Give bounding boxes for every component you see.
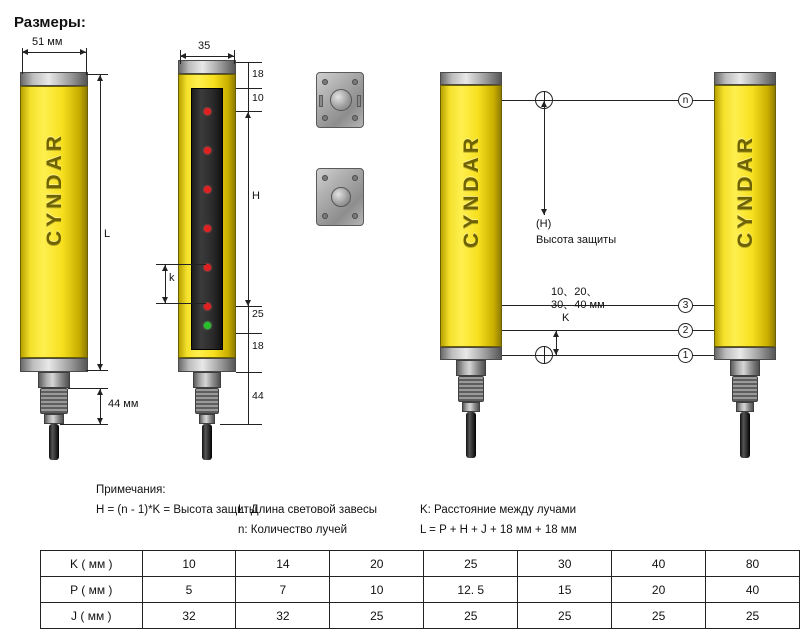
dim-side-width-arrow-l — [180, 53, 186, 59]
beam-marker-1: 1 — [678, 348, 693, 363]
dim-pairH-line — [544, 100, 545, 215]
dim-side-h-label: H — [252, 190, 260, 202]
pair-emitter-cable — [466, 412, 476, 458]
pitch-label-line2: 30、40 мм — [551, 299, 605, 311]
dim-left-width-tick-r — [86, 48, 87, 74]
dim-side-conn-label: 44 — [252, 390, 264, 402]
dim-left-conn-arrow-b — [97, 418, 103, 424]
dim-left-height-arrow-b — [97, 364, 103, 370]
dim-pairH-label: (H) — [536, 218, 552, 230]
pair-receiver-top-cap — [714, 72, 776, 85]
pair-receiver-connector-tip — [736, 402, 754, 412]
pair-receiver-connector-knurl — [732, 376, 758, 402]
row-header: J ( мм ) — [41, 603, 143, 629]
beam-marker-2: 2 — [678, 323, 693, 338]
dim-pairH-caption: Высота защиты — [536, 234, 617, 246]
dim-side-tick-25 — [236, 333, 262, 334]
dim-side-25-label: 25 — [252, 308, 264, 320]
cell: 20 — [612, 577, 706, 603]
notes-line-5: L = P + H + J + 18 мм + 18 мм — [420, 524, 577, 536]
dim-left-conn-label: 44 мм — [108, 398, 139, 410]
endcap2-center-boss — [331, 187, 351, 207]
dim-side-tick-conn — [220, 424, 262, 425]
cell: 40 — [706, 577, 800, 603]
notes-heading: Примечания: — [96, 484, 166, 496]
dim-pairK-label: K — [562, 312, 570, 324]
beam-marker-n: n — [678, 93, 693, 108]
brand-label: CYNDAR — [43, 132, 66, 246]
beam-marker-3: 3 — [678, 298, 693, 313]
dim-left-height-line — [100, 74, 101, 370]
table-row — [41, 577, 800, 603]
dim-left-height-tick-b — [86, 370, 108, 371]
side-cable — [202, 424, 212, 460]
dim-pairH-arrow-b — [541, 209, 547, 215]
front-view-curtain — [20, 72, 88, 372]
beam-led-4 — [204, 225, 211, 232]
beam-led-3 — [204, 186, 211, 193]
beam-led-5 — [204, 264, 211, 271]
cell: 7 — [236, 577, 330, 603]
page-title: Размеры: — [14, 14, 86, 31]
dim-side-18b-line — [248, 333, 249, 372]
notes-line-2: L: Длина световой завесы — [238, 504, 377, 516]
mount-hole2-tl — [322, 175, 328, 181]
notes-line-4: K: Расстояние между лучами — [420, 504, 577, 516]
dim-side-width-arrow-r — [228, 53, 234, 59]
cell: 25 — [518, 603, 612, 629]
dim-k-tick-bottom — [156, 303, 206, 304]
dim-pairK-arrow-b — [553, 349, 559, 355]
cell: 12. 5 — [424, 577, 518, 603]
cell: 25 — [330, 603, 424, 629]
cell: 25 — [424, 603, 518, 629]
dim-left-conn-arrow-t — [97, 389, 103, 395]
dim-side-firstbeam-label: 10 — [252, 92, 264, 104]
pair-emitter-connector-knurl — [458, 376, 484, 402]
beam-led-6 — [204, 303, 211, 310]
dim-left-width-arrow-l — [22, 49, 28, 55]
dim-left-height-label: L — [104, 228, 111, 240]
dim-side-width-label: 35 — [198, 40, 211, 52]
beam-led-1 — [204, 108, 211, 115]
pair-emitter-connector-base — [456, 360, 486, 376]
pair-receiver-brand-label: CYNDAR — [734, 134, 757, 248]
front-view-connector-base — [38, 372, 70, 388]
cell: 20 — [330, 551, 424, 577]
pair-emitter-curtain — [440, 72, 502, 360]
front-view-connector-tip — [44, 414, 64, 424]
front-view-connector-knurl — [40, 388, 68, 414]
mount-hole2-tr — [352, 175, 358, 181]
pitch-label-line1: 10、20、 — [551, 286, 598, 298]
endcap-view-top — [316, 72, 364, 128]
dim-left-width-line — [22, 52, 86, 53]
top-end-cap — [20, 72, 88, 86]
cell: 5 — [142, 577, 236, 603]
dim-side-top-label: 18 — [252, 68, 264, 80]
cell: 30 — [518, 551, 612, 577]
pair-receiver-cable — [740, 412, 750, 458]
dim-side-width-tick-r — [234, 50, 235, 64]
dim-k-arrow-t — [162, 265, 168, 271]
row-header: P ( мм ) — [41, 577, 143, 603]
mount-hole-br — [352, 115, 358, 121]
notes-line-1: H = (n - 1)*K = Высота защиты — [96, 504, 258, 516]
pair-emitter-bottom-cap — [440, 347, 502, 360]
dim-side-tick-beamlast — [236, 306, 262, 307]
notes-line-3: n: Количество лучей — [238, 524, 348, 536]
side-view-curtain — [178, 60, 236, 372]
cell: 25 — [424, 551, 518, 577]
side-top-end-cap — [178, 60, 236, 74]
mount-hole-tr — [352, 79, 358, 85]
dim-left-conn-tick-b — [60, 424, 108, 425]
pair-emitter-brand-label: CYNDAR — [460, 134, 483, 248]
dim-pairK-arrow-t — [553, 331, 559, 337]
row-header: K ( мм ) — [41, 551, 143, 577]
pair-receiver-connector-base — [730, 360, 760, 376]
endcap-center-boss — [330, 89, 352, 111]
dim-side-tick-18a — [236, 88, 262, 89]
side-bottom-end-cap — [178, 358, 236, 372]
dim-side-25-line — [248, 306, 249, 333]
dim-k-arrow-b — [162, 297, 168, 303]
dim-pairH-arrow-t — [541, 101, 547, 107]
table-row — [41, 551, 800, 577]
cell: 32 — [236, 603, 330, 629]
endcap-slot-right — [357, 95, 361, 107]
side-connector-knurl — [195, 388, 219, 414]
mount-hole2-br — [352, 213, 358, 219]
table-row — [41, 603, 800, 629]
beam-origin-bottom-cross-v — [544, 346, 545, 364]
cell: 32 — [142, 603, 236, 629]
cell: 25 — [612, 603, 706, 629]
cell: 14 — [236, 551, 330, 577]
cell: 15 — [518, 577, 612, 603]
side-connector-base — [193, 372, 221, 388]
mount-hole2-bl — [322, 213, 328, 219]
dim-side-tick-18b — [236, 372, 262, 373]
pair-receiver-bottom-cap — [714, 347, 776, 360]
pair-emitter-top-cap — [440, 72, 502, 85]
dim-side-18a-line — [248, 62, 249, 88]
dim-side-44-line — [248, 372, 249, 424]
bottom-end-cap — [20, 358, 88, 372]
spec-table — [40, 550, 800, 629]
cell: 10 — [330, 577, 424, 603]
front-view-cable — [49, 424, 59, 460]
dim-left-width-label: 51 мм — [32, 36, 63, 48]
dim-side-10-line — [248, 88, 249, 111]
dim-left-height-arrow-t — [97, 75, 103, 81]
mount-hole-tl — [322, 79, 328, 85]
dim-side-bottom-label: 18 — [252, 340, 264, 352]
dim-side-h-line — [248, 111, 249, 306]
beam-led-2 — [204, 147, 211, 154]
endcap-view-bottom — [316, 168, 364, 226]
cell: 40 — [612, 551, 706, 577]
endcap-slot-left — [319, 95, 323, 107]
cell: 80 — [706, 551, 800, 577]
mount-hole-bl — [322, 115, 328, 121]
pair-receiver-curtain — [714, 72, 776, 360]
cell: 25 — [706, 603, 800, 629]
optics-window — [191, 88, 223, 350]
dim-side-h-arrow-t — [245, 112, 251, 118]
power-led — [204, 322, 211, 329]
dim-side-width-line — [180, 56, 234, 57]
dim-k-label: k — [169, 272, 175, 284]
side-connector-tip — [199, 414, 215, 424]
cell: 10 — [142, 551, 236, 577]
dim-left-width-arrow-r — [80, 49, 86, 55]
dim-side-tick-top — [236, 62, 262, 63]
pair-emitter-connector-tip — [462, 402, 480, 412]
